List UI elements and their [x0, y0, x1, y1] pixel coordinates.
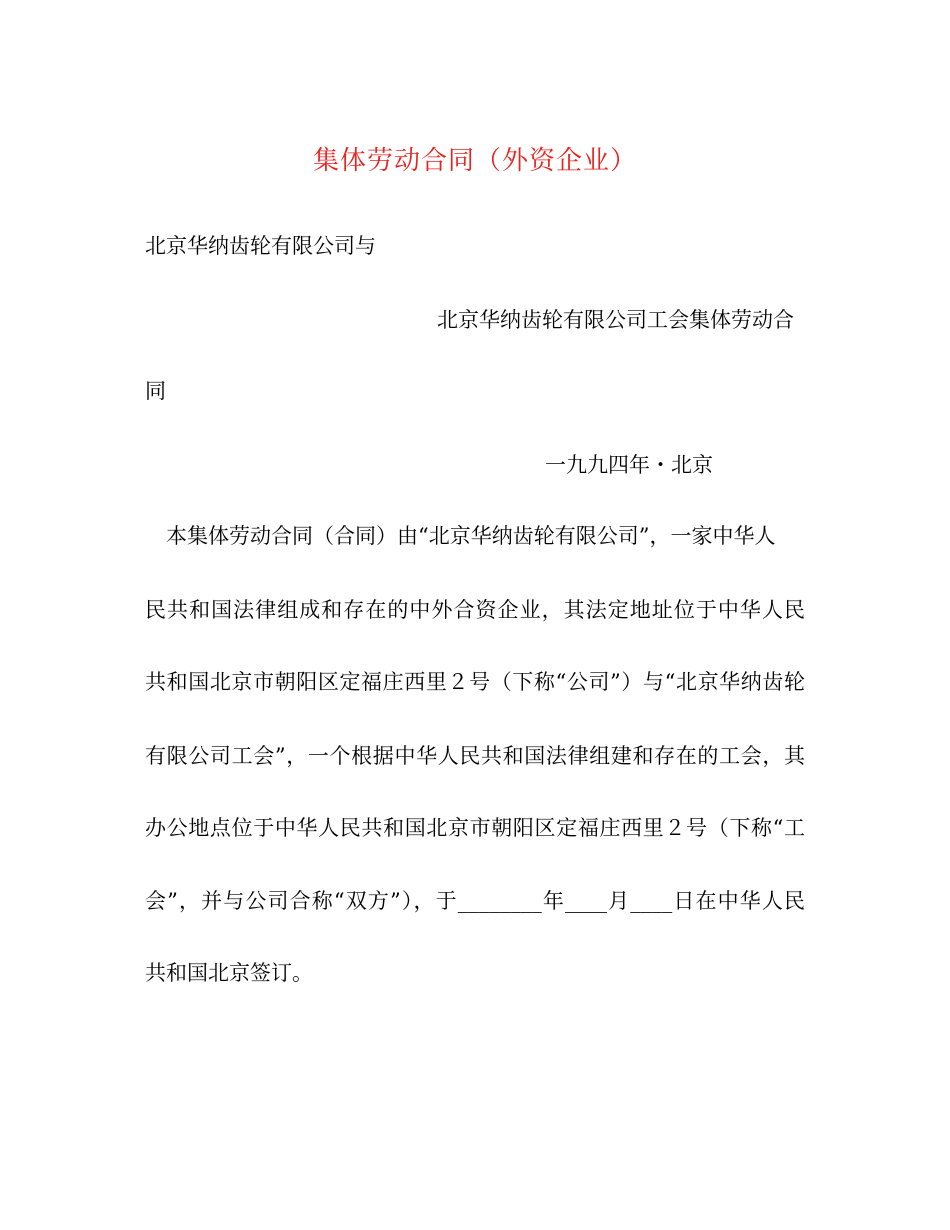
party-line-3: 同 [145, 379, 166, 403]
party-line-1: 北京华纳齿轮有限公司与 [145, 234, 376, 258]
body-line: 共和国北京市朝阳区定福庄西里２号（下称“公司”）与“北京华纳齿轮 [145, 670, 805, 694]
party-line-2: 北京华纳齿轮有限公司工会集体劳动合 [437, 308, 794, 332]
body-line: 办公地点位于中华人民共和国北京市朝阳区定福庄西里２号（下称“工 [145, 816, 805, 840]
body-line: 本集体劳动合同（合同）由“北京华纳齿轮有限公司”，一家中华人 [166, 524, 776, 548]
date-place-line: 一九九四年・北京 [545, 453, 713, 477]
body-line: 有限公司工会”，一个根据中华人民共和国法律组建和存在的工会，其 [145, 744, 805, 768]
body-line: 共和国北京签订。 [145, 961, 313, 985]
body-line: 民共和国法律组成和存在的中外合资企业，其法定地址位于中华人民 [145, 598, 805, 622]
body-line: 会”，并与公司合称“双方”），于________年____月____日在中华人民 [145, 889, 805, 913]
document-title: 集体劳动合同（外资企业） [312, 146, 637, 176]
